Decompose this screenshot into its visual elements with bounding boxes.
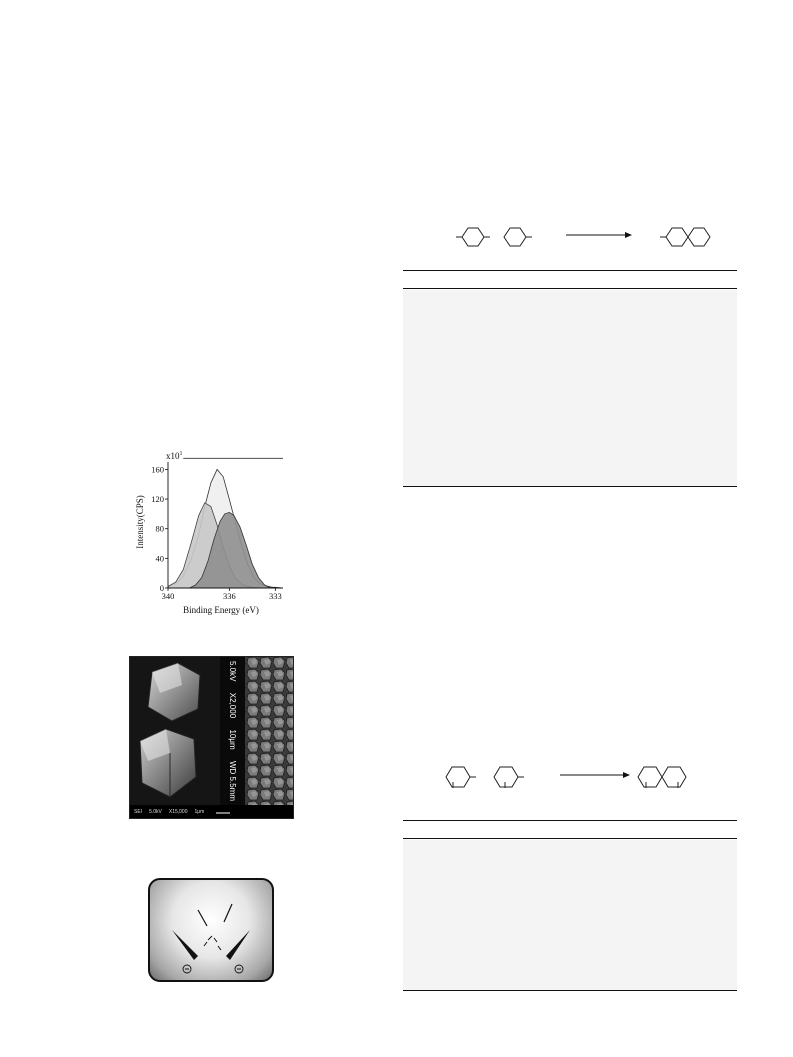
- sem-side-labels: [220, 657, 245, 805]
- chart-y-axis-label: Intensity(CPS): [135, 495, 145, 549]
- sem-scale-label: 10μm: [228, 729, 237, 750]
- substituted-biaryl-product: [638, 767, 686, 788]
- sem-bottom-bar: [134, 807, 244, 817]
- reaction-arrow: [566, 232, 632, 238]
- substituted-aryl-reactant-2: [494, 767, 524, 788]
- sem-mode-label: SEI: [134, 809, 143, 815]
- sem-micrograph: [129, 656, 294, 819]
- results-table-1: [403, 270, 737, 490]
- catalyst-surface-cartoon: [148, 878, 274, 982]
- substituted-aryl-reactant-1: [446, 767, 476, 788]
- biaryl-product: [660, 228, 710, 246]
- y-tick-label: 80: [155, 523, 164, 534]
- y-tick-label: 120: [151, 494, 164, 505]
- sem-voltage-label: 5.0kV: [228, 661, 237, 682]
- aryl-reactant-2: [504, 228, 532, 246]
- reaction-arrow: [560, 772, 630, 778]
- x-tick-label: 333: [268, 591, 282, 601]
- sem-image: [130, 657, 293, 818]
- sem-bottom-voltage-label: 5.0kV: [149, 809, 162, 815]
- coupling-reaction-scheme-2: [438, 758, 718, 796]
- sem-magnification-label: X2,000: [228, 692, 237, 719]
- x-tick-label: 340: [161, 591, 175, 601]
- chart-multiplier-label: $x10^1$: [166, 451, 183, 461]
- x-tick-label: 336: [222, 591, 236, 601]
- wedge-bond-right: [226, 930, 250, 960]
- wedge-bond-left: [172, 930, 198, 960]
- sem-bottom-scale-label: 1μm: [194, 809, 205, 815]
- chart-x-axis-label: Binding Energy (eV): [183, 605, 259, 615]
- sem-working-distance-label: WD 5.5mm: [228, 760, 237, 801]
- catalyst-surface-drawing: [150, 880, 272, 980]
- y-tick-label: 40: [155, 553, 164, 564]
- aryl-reactant-1: [456, 228, 490, 246]
- y-tick-label: 160: [151, 464, 164, 475]
- sem-bottom-magnification-label: X15,000: [168, 809, 188, 815]
- results-table-2: [403, 820, 737, 996]
- coupling-reaction-scheme-1: [450, 220, 720, 254]
- xps-spectrum-chart: [128, 450, 293, 625]
- y-tick-label: 0: [159, 583, 164, 593]
